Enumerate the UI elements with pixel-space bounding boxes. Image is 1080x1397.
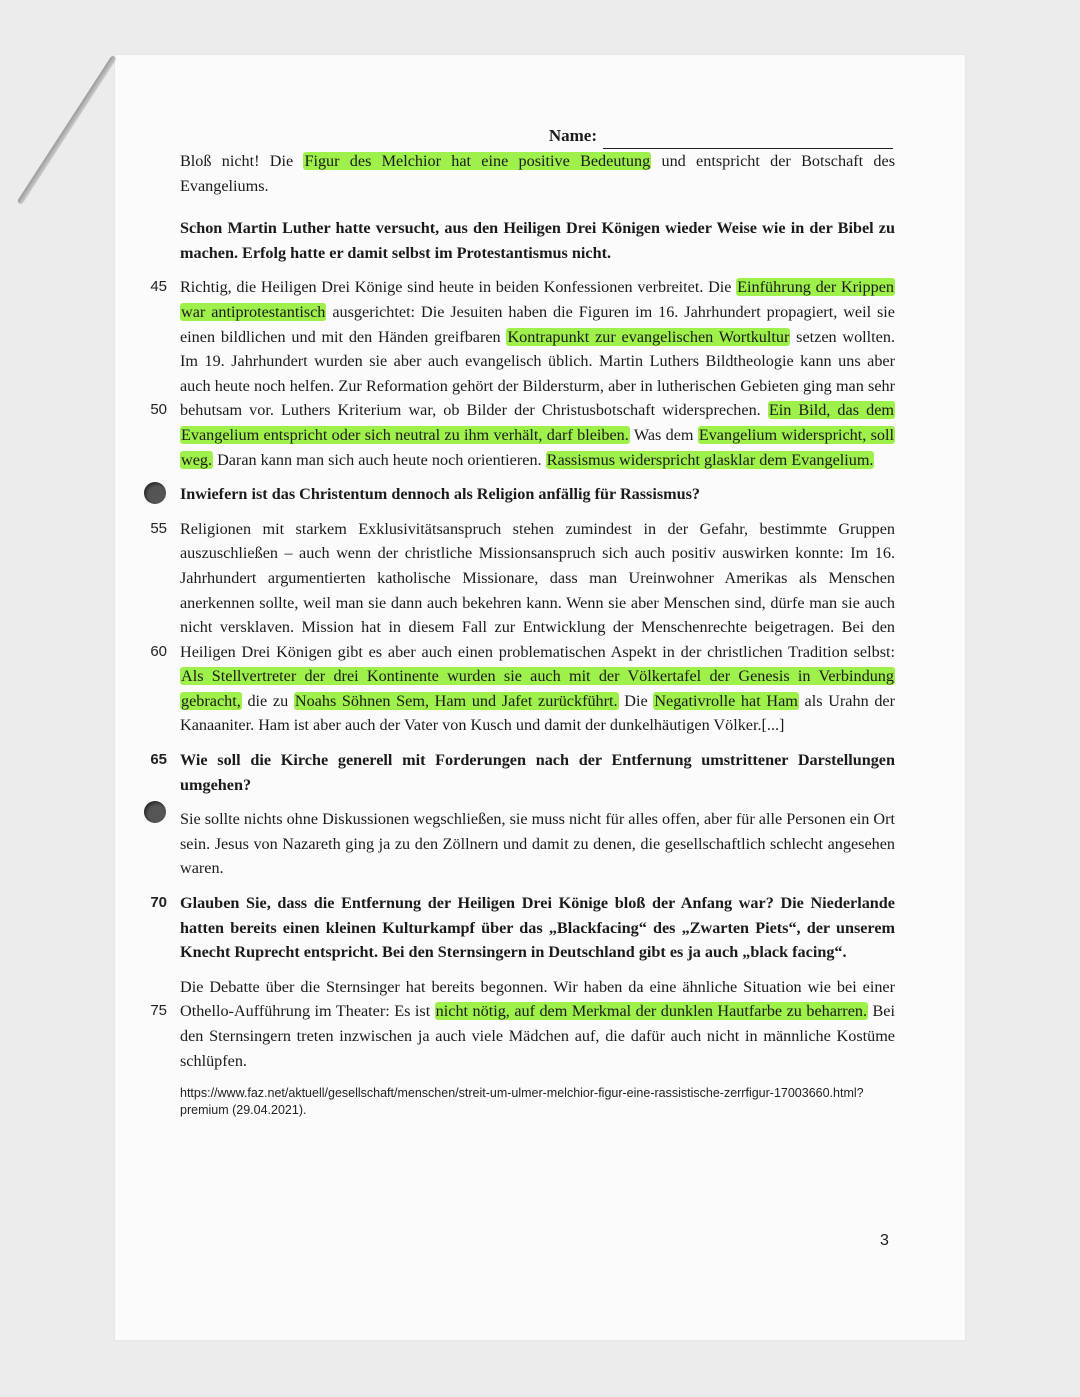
interview-question-3 bbox=[150, 748, 895, 797]
name-field-row bbox=[180, 115, 893, 149]
text-segment: Was dem bbox=[629, 425, 698, 444]
highlighted-text: Kontrapunkt zur evangelischen Wortkultur bbox=[507, 327, 790, 346]
text-segment: Die Debatte über die Sternsinger hat bereits begonnen. Wir haben da eine ähnliche Situation wie bei einer Othello-Aufführung im Theater: Es ist bbox=[180, 977, 895, 1021]
document-body bbox=[150, 115, 896, 1119]
text-segment: als Urahn der Kanaaniter. Ham ist aber auch der Vater von Kusch und damit der dunkelhäutigen Völker.[...] bbox=[180, 691, 896, 735]
name-label: Name: bbox=[548, 126, 597, 146]
text-segment: Religionen mit starkem Exklusivitätsanspruch stehen zumindest in der Gefahr, bestimmte Gruppen auszuschließen – auch wenn der christliche Missionsanspruch sich auch positiv auswirken konnte: Im 16. Jahrhundert argumentierten katholische Missionare, dass man Ureinwohner Amerikas als Menschen anerkennen sollte, weil man sie dann auch bekehren kann. Wenn sie aber Menschen sind, dürfe man sie auch nicht versklaven. Mission hat in diesem Fall zur Entwicklung der Menschenrechte beigetragen. Bei den Heiligen Drei Königen gibt es aber auch einen problematischen Aspekt in der christlichen Tradition selbst: bbox=[180, 519, 895, 661]
question-text: Inwiefern ist das Christentum dennoch als Religion anfällig für Rassismus? bbox=[180, 485, 701, 504]
highlighted-text: Evangelium widerspricht, soll weg. bbox=[181, 425, 894, 469]
highlighted-text: nicht nötig, auf dem Merkmal der dunklen Hautfarbe zu beharren. bbox=[435, 1002, 868, 1021]
answer-paragraph-3 bbox=[150, 517, 896, 738]
text-segment: und entspricht der Botschaft des Evangeliums. bbox=[180, 152, 895, 195]
line-number-55: 55 bbox=[150, 519, 167, 537]
source-citation: https://www.faz.net/aktuell/gesellschaft/menschen/streit-um-ulmer-melchior-figur-eine-rassistische-zerrfigur-17003660.html?premium (29.04.2021). bbox=[180, 1086, 864, 1118]
line-number-75: 75 bbox=[150, 1001, 167, 1019]
highlighted-text: Ein Bild, das dem Evangelium entspricht oder sich neutral zu ihm verhält, darf bleiben. bbox=[181, 401, 894, 444]
highlighted-text: Noahs Söhnen Sem, Ham und Jafet zurückführt. bbox=[294, 691, 618, 710]
question-text: Wie soll die Kirche generell mit Forderungen nach der Entfernung umstrittener Darstellungen umgehen? bbox=[180, 751, 895, 794]
question-text: Glauben Sie, dass die Entfernung der Heiligen Drei Könige bloß der Anfang war? Die Niederlande hatten bereits einen kleinen Kulturkampf über das „Blackfacing“ des „Zwarten Piets“, der unserem Knecht Ruprecht entspricht. Bei den Sternsingern in Deutschland gibt es ja auch „black facing“. bbox=[180, 894, 895, 962]
answer-paragraph-4 bbox=[180, 807, 895, 881]
highlighted-text: Einführung der Krippen war antiprotestantisch bbox=[181, 278, 894, 321]
text-segment: Daran kann man sich auch heute noch orientieren. bbox=[213, 450, 546, 469]
line-number-50: 50 bbox=[150, 401, 167, 419]
line-number-65: 65 bbox=[150, 751, 167, 769]
highlighted-text: Negativrolle hat Ham bbox=[654, 691, 798, 710]
text-segment: Sie sollte nichts ohne Diskussionen wegschließen, sie muss nicht für alles offen, aber für alle Personen ein Ort sein. Jesus von Nazareth ging ja zu den Zöllnern und damit zu denen, die gesellschaftlich schlecht angesehen waren. bbox=[180, 810, 895, 878]
text-segment: Richtig, die Heiligen Drei Könige sind heute in beiden Konfessionen verbreitet. Die bbox=[180, 278, 737, 297]
text-segment: setzen wollten. Im 19. Jahrhundert wurden sie aber auch evangelisch üblich. Martin Luthers Bildtheologie kann uns aber auch heute noch helfen. Zur Reformation gehört der Bildersturm, aber in lutherischen Gebieten ging man sehr behutsam vor. Luthers Kriterium war, ob Bilder der Christusbotschaft widersprechen. bbox=[180, 327, 895, 420]
text-segment: Die bbox=[618, 691, 654, 710]
text-segment: Bloß nicht! Die bbox=[180, 152, 304, 170]
interview-question-4 bbox=[150, 891, 895, 965]
highlighted-text: Als Stellvertreter der drei Kontinente wurden sie auch mit der Völkertafel der Genesis in Verbindung gebracht, bbox=[181, 667, 894, 710]
line-number-60: 60 bbox=[150, 642, 167, 660]
highlighted-text: Rassismus widerspricht glasklar dem Evangelium. bbox=[546, 450, 874, 469]
answer-paragraph-5 bbox=[150, 975, 895, 1073]
punch-hole-upper bbox=[144, 482, 166, 504]
interview-question-2 bbox=[180, 482, 895, 507]
line-number-45: 45 bbox=[150, 278, 167, 296]
text-segment: die zu bbox=[241, 691, 294, 710]
interview-question-1: Schon Martin Luther hatte versucht, aus den Heiligen Drei Königen wieder Weise wie in der Bibel zu machen. Erfolg hatte er damit selbst im Protestantismus nicht. bbox=[180, 219, 895, 262]
answer-paragraph-2 bbox=[150, 275, 895, 472]
page-number: 3 bbox=[880, 1232, 889, 1249]
text-segment: ausgerichtet: Die Jesuiten haben die Figuren im 16. Jahrhundert propagiert, weil sie einen bildlichen und mit den Händen greifbaren bbox=[180, 302, 895, 346]
line-number-70: 70 bbox=[150, 894, 167, 912]
answer-paragraph-1 bbox=[180, 149, 895, 198]
name-write-line bbox=[603, 130, 893, 149]
text-segment: Bei den Sternsingern treten inzwischen ja auch viele Mädchen auf, die dafür auch nicht in männliche Kostüme schlüpfen. bbox=[180, 1002, 895, 1070]
page-fold-shadow bbox=[17, 55, 117, 205]
highlighted-text: Figur des Melchior hat eine positive Bedeutung bbox=[304, 152, 651, 170]
